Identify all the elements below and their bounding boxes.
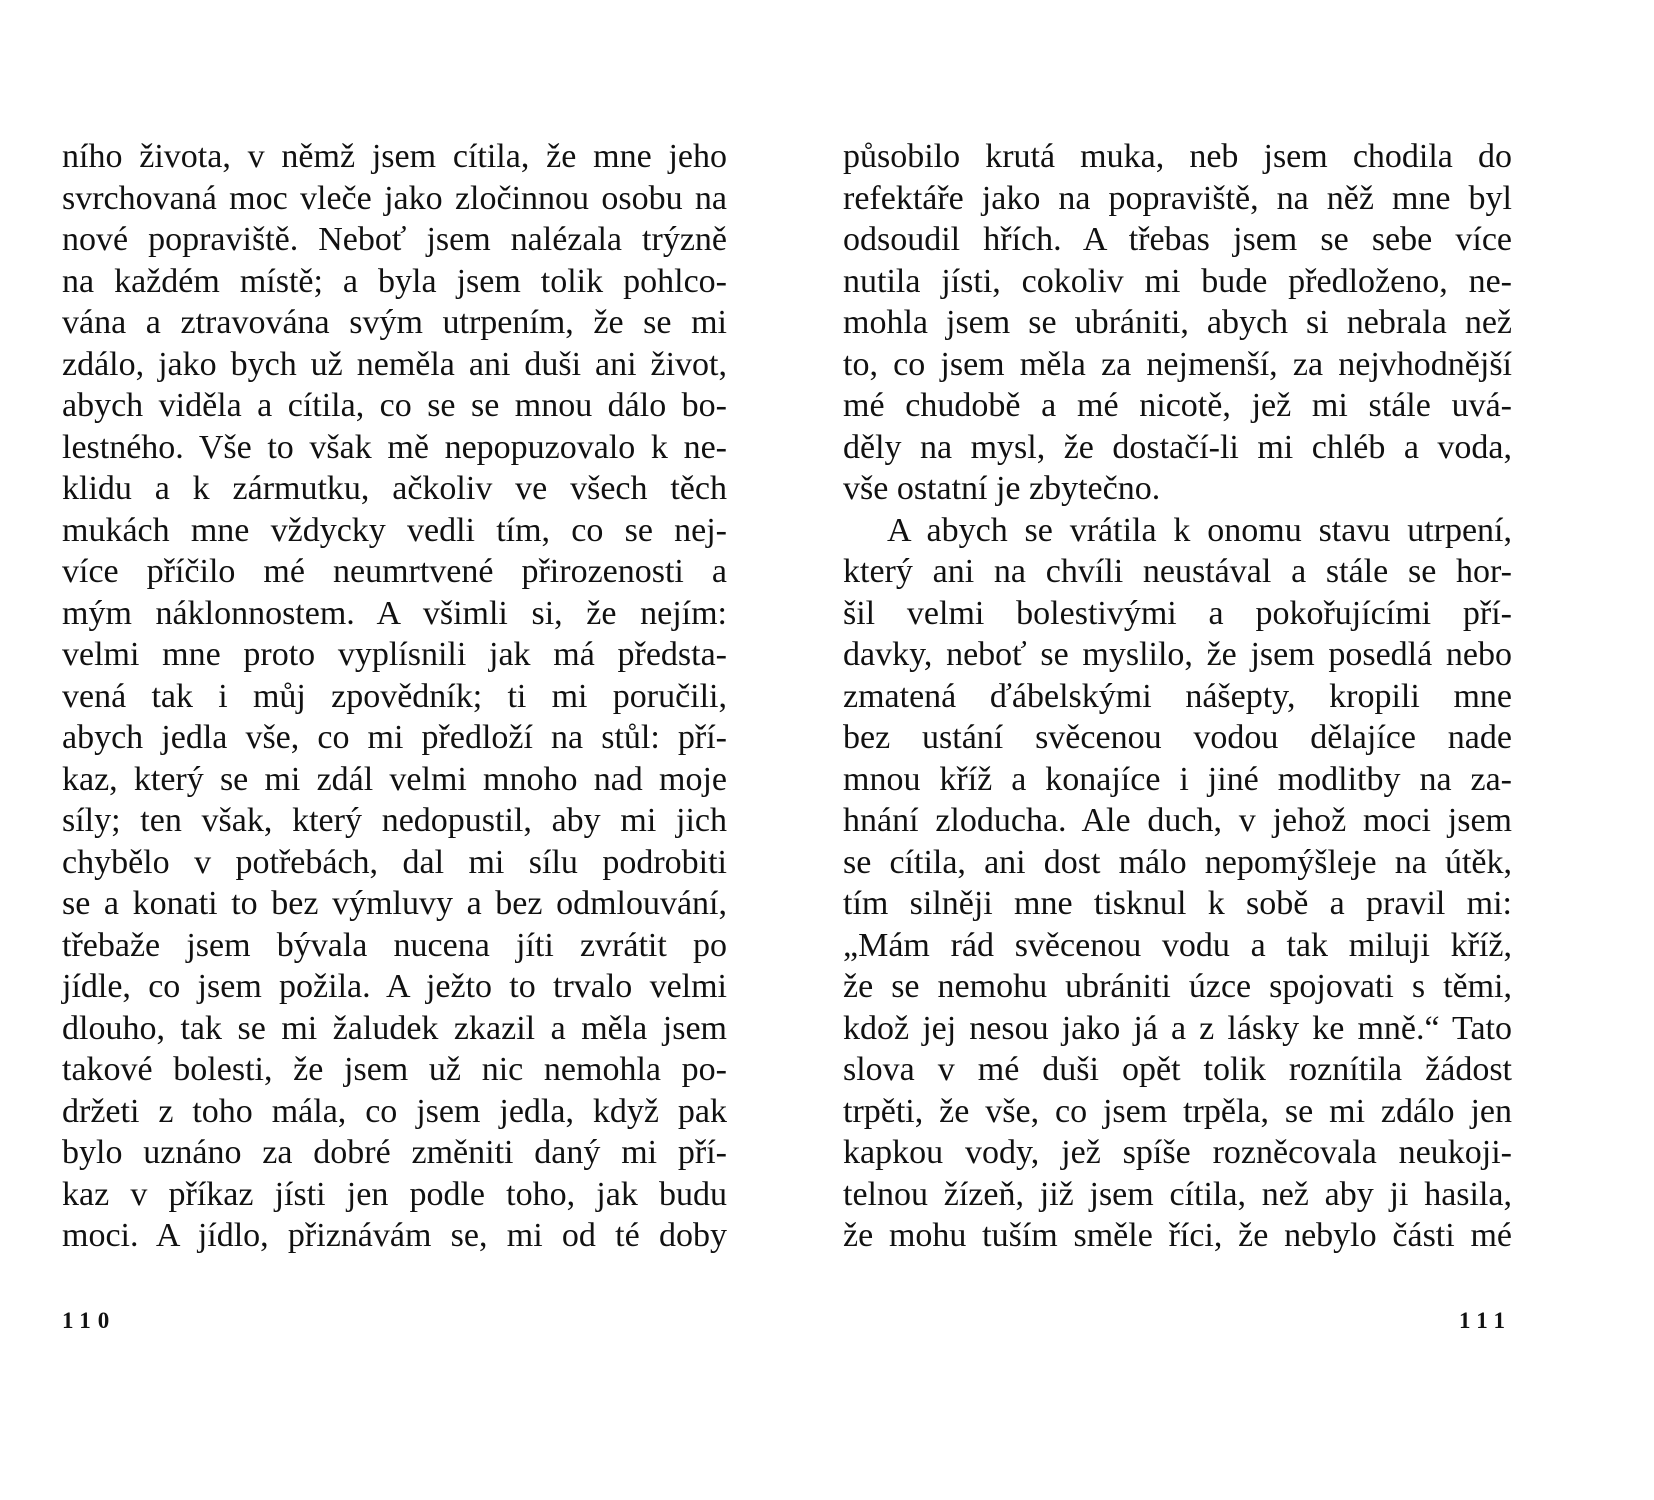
text-line: že mohu tuším směle říci, že nebylo části mé [843, 1217, 1512, 1254]
text-line: který ani na chvíli neustával a stále se hor- [843, 553, 1512, 590]
text-line: mé chudobě a mé nicotě, jež mi stále uvá- [843, 387, 1512, 424]
text-line: svrchovaná moc vleče jako zločinnou osobu na [62, 179, 727, 217]
text-line: se a konati to bez výmluvy a bez odmlouvání, [62, 885, 727, 922]
text-line: mohla jsem se ubrániti, abych si nebrala než [843, 304, 1512, 341]
text-line: třebaže jsem bývala nucena jíti zvrátit po [62, 926, 727, 964]
text-line: držeti z toho mála, co jsem jedla, když pak [62, 1092, 727, 1130]
paragraph [843, 510, 1512, 1257]
text-line: dlouho, tak se mi žaludek zkazil a měla jsem [62, 1009, 727, 1047]
text-line: mukách mne vždycky vedli tím, co se nej- [62, 511, 727, 549]
text-line: to, co jsem měla za nejmenší, za nejvhodnější [843, 345, 1512, 383]
text-line: síly; ten však, který nedopustil, aby mi jich [62, 802, 727, 839]
text-line: tím silněji mne tisknul k sobě a pravil mi: [843, 885, 1512, 922]
text-line: A abych se vrátila k onomu stavu utrpení, [887, 511, 1512, 549]
text-line: takové bolesti, že jsem už nic nemohla po- [62, 1051, 727, 1088]
text-line: kapkou vody, jež spíše rozněcovala neukoji- [843, 1134, 1512, 1171]
text-line: jídle, co jsem požila. A ježto to trvalo velmi [62, 968, 727, 1005]
text-line: šil velmi bolestivými a pokořujícími pří- [843, 594, 1512, 632]
text-line: lestného. Vše to však mě nepopuzovalo k ne- [62, 428, 727, 466]
text-line: mým náklonnostem. A všimli si, že nejím: [62, 594, 727, 632]
text-line: „Mám rád svěcenou vodu a tak miluji kříž, [843, 926, 1512, 964]
text-line: refektáře jako na popraviště, na něž mne byl [843, 179, 1512, 217]
text-line: davky, neboť se myslilo, že jsem posedlá nebo [843, 636, 1512, 673]
text-line: zmatená ďábelskými nášepty, kropili mne [843, 677, 1512, 715]
text-line: vená tak i můj zpovědník; ti mi poručili, [62, 677, 727, 715]
text-line: telnou žízeň, již jsem cítila, než aby ji hasila, [843, 1175, 1512, 1213]
text-line: kaz v příkaz jísti jen podle toho, jak budu [62, 1175, 727, 1213]
text-line: hnání zloducha. Ale duch, v jehož moci jsem [843, 802, 1512, 839]
text-line: mnou kříž a konajíce i jiné modlitby na za- [843, 760, 1512, 798]
text-line: že se nemohu ubrániti úzce spojovati s těmi, [843, 968, 1512, 1005]
text-line: vše ostatní je zbytečno. [843, 470, 1161, 507]
paragraph [843, 136, 1512, 510]
text-line: abych jedla vše, co mi předloží na stůl: pří- [62, 719, 727, 756]
text-line: kaz, který se mi zdál velmi mnoho nad moje [62, 760, 727, 798]
text-line: slova v mé duši opět tolik roznítila žádost [843, 1051, 1512, 1088]
text-line: více příčilo mé neumrtvené přirozenosti a [62, 553, 727, 590]
text-line: odsoudil hřích. A třebas jsem se sebe více [843, 221, 1512, 258]
text-line: moci. A jídlo, přiznávám se, mi od té doby [62, 1217, 727, 1254]
text-line: chybělo v potřebách, dal mi sílu podrobiti [62, 843, 727, 881]
page-number: 110 [62, 1308, 117, 1333]
text-line: nutila jísti, cokoliv mi bude předloženo, ne- [843, 262, 1512, 300]
text-line: zdálo, jako bych už neměla ani duši ani život, [62, 345, 727, 383]
text-line: děly na mysl, že dostačí-li mi chléb a voda, [843, 428, 1512, 466]
paragraph [62, 136, 727, 1257]
text-line: kdož jej nesou jako já a z lásky ke mně.“ Tato [843, 1009, 1512, 1047]
text-line: klidu a k zármutku, ačkoliv ve všech těch [62, 470, 727, 507]
text-line: ního života, v němž jsem cítila, že mne jeho [62, 138, 727, 175]
page-number: 111 [1459, 1308, 1512, 1333]
right-text-column [843, 136, 1512, 1257]
text-line: vána a ztravována svým utrpením, že se mi [62, 304, 727, 341]
left-text-column [62, 136, 727, 1257]
text-line: nové popraviště. Neboť jsem nalézala trýzně [62, 221, 727, 258]
text-line: bez ustání svěcenou vodou dělajíce nade [843, 719, 1512, 756]
text-line: trpěti, že vše, co jsem trpěla, se mi zdálo jen [843, 1092, 1512, 1130]
text-line: působilo krutá muka, neb jsem chodila do [843, 138, 1512, 175]
text-line: se cítila, ani dost málo nepomýšleje na útěk, [843, 843, 1512, 881]
text-line: abych viděla a cítila, co se se mnou dálo bo- [62, 387, 727, 424]
text-line: na každém místě; a byla jsem tolik pohlco- [62, 262, 727, 300]
text-line: bylo uznáno za dobré změniti daný mi pří- [62, 1134, 727, 1171]
right-page [827, 0, 1654, 1500]
text-line: velmi mne proto vyplísnili jak má předsta- [62, 636, 727, 673]
